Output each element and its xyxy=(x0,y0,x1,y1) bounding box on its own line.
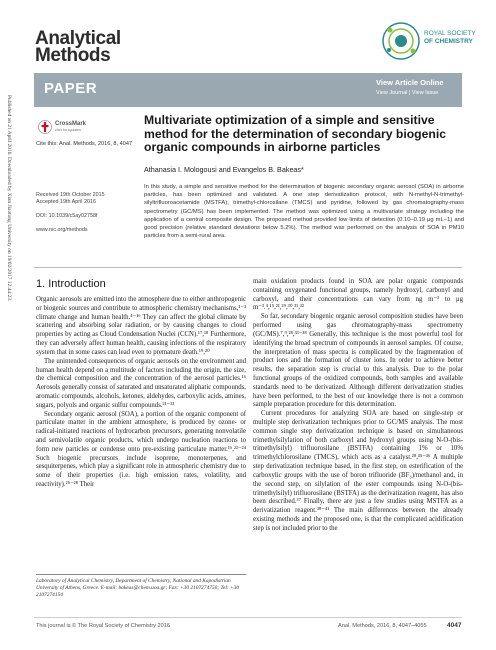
header-divider xyxy=(34,267,462,268)
right-column xyxy=(253,278,463,534)
crossmark-sublabel: click for updates xyxy=(55,128,81,132)
footer-divider xyxy=(34,617,462,618)
left-column xyxy=(36,296,246,490)
footnote-divider xyxy=(36,574,246,575)
rsc-wordmark xyxy=(424,30,484,46)
journal-title-line2: Methods xyxy=(35,45,111,66)
page-number: 4047 xyxy=(447,622,462,629)
rsc-logo-icon xyxy=(380,20,422,62)
footer-copyright: This journal is © The Royal Society of Chemistry 2016 xyxy=(36,623,170,629)
rsc-wordmark-line2: OF CHEMISTRY xyxy=(424,38,473,45)
crossmark-label: CrossMark xyxy=(55,121,87,127)
affiliation-footnote: Laboratory of Analytical Chemistry, Department of Chemistry, National and Kapodistrian University of Athens, Greece. E-mail: bakeas@chem.uoa.gr; Fax: +30 2107274750; Tel: +30 2107274154 xyxy=(36,578,240,598)
paragraph: Organic aerosols are emitted into the atmosphere due to either anthropogenic or biogenic sources and contribute to atmospheric chemistry mechanisms,¹⁻³ climate change and human health.⁴⁻¹⁶ They can affect the global climate by scattering and absorbing solar radiation, or by causing changes to cloud properties by acting as Cloud Condensation Nuclei (CCN).¹⁷,¹⁸ Furthermore, they can adversely affect human health, causing infections of the respiratory system that in some cases can lead even to premature death.¹⁹,²⁰ xyxy=(36,296,246,356)
banner-title: PAPER xyxy=(44,80,98,97)
citation: Cite this: Anal. Methods, 2016, 8, 4047 xyxy=(36,141,133,147)
crossmark-icon xyxy=(38,120,52,134)
authors: Athanasia I. Mologousi and Evangelos B. Bakeas* xyxy=(144,165,304,174)
paragraph: Secondary organic aerosol (SOA), a portion of the organic component of particulate matter in the ambient atmosphere, is produced by ozone- or radical-initiated reactions of hydrocarbon precursors, generating nonvolatile and semivolatile organic products, which undergo nucleation reactions to form new particles or condense onto pre-existing particulate matter.¹⁶,²²⁻²⁴ Such biogenic precursors include isoprene, monoterpenes, and sesquiterpenes, which play a significant role in atmospheric chemistry due to some of their properties (i.e. high emission rates, volatility, and reactivity).²⁵⁻²⁸ Their xyxy=(36,410,246,489)
abstract: In this study, a simple and sensitive method for the determination of biogenic secondary organic aerosol (SOA) in airborne particles, has been optimized and validated. A one step derivatization protocol, with N-methyl-N-trimethyl-silyltrifluoroacetamide (MSTFA), trimethyl-chlorosilane (TMCS) and pyridine, followed by gas chromatography-mass spectrometry (GC/MS) has been implemented. The method was optimized using a multivariate strategy including the application of a central composite design. The proposed method provided low limits of detection (0.10–0.19 μg mL−1) and good precision (relative standard deviations below 5.2%). The method was performed on the analysis of SOA in PM10 particles from a semi-rural area. xyxy=(144,184,464,240)
article-title: Multivariate optimization of a simple and sensitive method for the determination of secondary biogenic organic compounds in airborne particles xyxy=(144,113,447,154)
accepted-date: Accepted 19th April 2016 xyxy=(36,199,96,205)
rsc-wordmark-line1: ROYAL SOCIETY xyxy=(424,30,476,37)
received-date: Received 19th October 2015 xyxy=(36,192,105,198)
doi[interactable]: DOI: 10.1039/c5ay02758f xyxy=(36,213,98,219)
side-download-note-text: Published on 21 April 2016. Downloaded by Xian Jiaotong University on 19/02/2017 12:44:23. xyxy=(6,95,12,302)
paragraph: main oxidation products found in SOA are polar organic compounds containing oxygenated functional groups, namely hydroxyl, carbonyl and carboxyl, and their concentrations can vary from ng m⁻³ to μg m⁻³.⁴,¹⁵,²¹,²⁹,³⁰,³¹,³² xyxy=(253,278,463,312)
paragraph: Current procedures for analyzing SOA are based on single-step or multiple step derivatization techniques prior to GC/MS analysis. The most common single step derivatization technique is based on simultaneous trimethylsilylation of both carboxyl and hydroxyl groups using N-O-(bis-trimethylsilyl) trifluorosilane (BSTFA) containing 1% or 10% trimethylchlorosilane (TMCS), which acts as a catalyst.²⁸,³⁵⁻³⁶ A multiple step derivatization technique based, in the first step, on esterification of the carboxylic groups with the use of boron trifluoride (BF₃)/methanol and, in the second step, on silylation of the ester compounds using N-O-(bis-trimethylsilyl) trifluorosilane (BSTFA) as the derivatization reagent, has also been described.³⁷ Finally, there are just a few studies using MSTFA as a derivatization reagent.³⁸⁻⁴¹ The main differences between the already existing methods and the proposed one, is that the complicated acidification step is not included prior to the xyxy=(253,410,463,532)
view-journal-issue-link[interactable]: View Journal | View Issue xyxy=(376,90,439,96)
paragraph: The unintended consequences of organic aerosols on the environment and human health depend on a multitude of factors including the origin, the size, the chemical composition and the concentration of the aerosol particles.¹⁶ Aerosols generally consist of saturated and unsaturated aliphatic compounds, aromatic compounds, alcohols, ketones, aldehydes, carboxylic acids, amines, sugars, polyols and organic sulfur compounds.²¹⁻²³ xyxy=(36,357,246,409)
view-article-online-link[interactable]: View Article Online xyxy=(376,78,444,87)
paragraph: So far, secondary biogenic organic aerosol composition studies have been performed using gas chromatography-mass spectrometry (GC/MS).⁷,⁹,²⁸,³³⁻³⁸ Generally, this technique is the most powerful tool for identifying the broad spectrum of compounds in aerosol samples. Of course, the interpretation of mass spectra is complicated by the fragmentation of product ions and the formation of cluster ions. In order to achieve better results, the separation step is crucial to this analysis. Due to the polar functional groups of the oxidized compounds, both samples and available standards need to be derivatized. Although different derivatization studies have been performed, to the best of our knowledge there is not a common sample preparation procedure for this determination. xyxy=(253,313,463,409)
section-heading: 1. Introduction xyxy=(36,278,106,290)
side-download-note xyxy=(3,95,13,475)
crossmark-badge[interactable] xyxy=(38,120,86,134)
journal-url[interactable]: www.rsc.org/methods xyxy=(36,227,88,233)
journal-title-line1: Analytical xyxy=(35,28,121,49)
footer-citation: Anal. Methods, 2016, 8, 4047–4055 xyxy=(338,623,427,629)
journal-title xyxy=(35,30,121,64)
